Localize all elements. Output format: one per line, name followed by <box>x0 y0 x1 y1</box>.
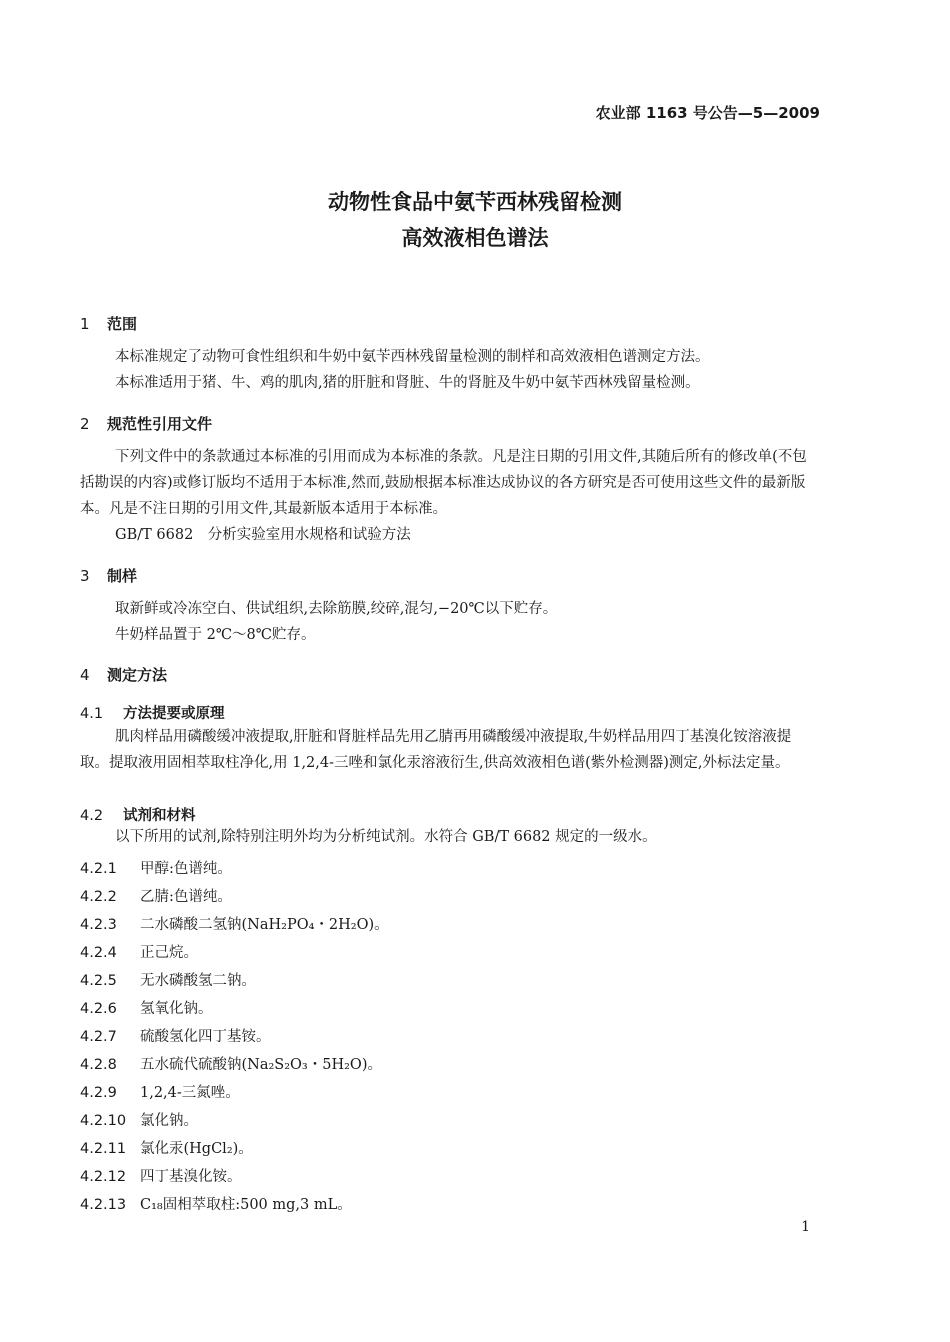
section-1-paragraph-2: 本标准适用于猪、牛、鸡的肌肉,猪的肝脏和肾脏、牛的肾脏及牛奶中氨苄西林残留量检测。 <box>115 375 700 391</box>
section-number: 3 <box>80 567 90 585</box>
reagent-item <box>80 941 198 962</box>
item-text: 甲醇:色谱纯。 <box>140 861 232 877</box>
document-title-line1: 动物性食品中氨苄西林残留检测 <box>328 190 622 214</box>
section-4-1-paragraph: 肌肉样品用磷酸缓冲液提取,肝脏和肾脏样品先用乙腈再用磷酸缓冲液提取,牛奶样品用四丁基溴化铵溶液提取。提取液用固相萃取柱净化,用 1,2,4-三唑和氯化汞溶液衍生,供高效液相色谱(紫外检测器)测定,外标法定量。 <box>80 729 792 771</box>
section-4-2-heading <box>80 804 196 825</box>
section-3-paragraph-2: 牛奶样品置于 2℃～8℃贮存。 <box>115 627 316 643</box>
item-text: 二水磷酸二氢钠(NaH₂PO₄・2H₂O)。 <box>140 917 389 933</box>
item-number: 4.2.6 <box>80 1001 117 1017</box>
item-text: 正己烷。 <box>140 945 198 961</box>
section-1-paragraph-1: 本标准规定了动物可食性组织和牛奶中氨苄西林残留量检测的制样和高效液相色谱测定方法。 <box>115 349 710 365</box>
reagent-item <box>80 1025 271 1046</box>
standard-code: 农业部 1163 号公告—5—2009 <box>595 104 820 122</box>
subsection-title: 方法提要或原理 <box>123 706 225 722</box>
reagent-item <box>80 969 256 990</box>
item-number: 4.2.1 <box>80 861 117 877</box>
reagent-item <box>80 857 232 878</box>
page-number: 1 <box>801 1219 810 1235</box>
subsection-number: 4.1 <box>80 706 104 722</box>
item-text: 五水硫代硫酸钠(Na₂S₂O₃・5H₂O)。 <box>140 1057 382 1073</box>
item-text: C₁₈固相萃取柱:500 mg,3 mL。 <box>140 1197 352 1213</box>
reagent-item <box>80 1165 242 1186</box>
item-text: 硫酸氢化四丁基铵。 <box>140 1029 271 1045</box>
item-text: 氢氧化钠。 <box>140 1001 213 1017</box>
section-number: 2 <box>80 415 90 433</box>
reagent-item <box>80 885 232 906</box>
section-3-heading <box>80 565 137 586</box>
document-title-line2: 高效液相色谱法 <box>401 226 549 250</box>
item-text: 乙腈:色谱纯。 <box>140 889 232 905</box>
section-2-reference: GB/T 6682 分析实验室用水规格和试验方法 <box>115 527 411 543</box>
reagent-item <box>80 1053 382 1074</box>
section-title: 规范性引用文件 <box>107 415 213 433</box>
section-4-1-heading <box>80 702 225 723</box>
item-text: 四丁基溴化铵。 <box>140 1169 242 1185</box>
section-4-2-intro: 以下所用的试剂,除特别注明外均为分析纯试剂。水符合 GB/T 6682 规定的一级水。 <box>115 829 657 845</box>
section-title: 测定方法 <box>107 666 168 684</box>
section-4-heading <box>80 664 167 685</box>
reagent-item <box>80 1109 198 1130</box>
item-number: 4.2.9 <box>80 1085 117 1101</box>
item-number: 4.2.3 <box>80 917 117 933</box>
subsection-title: 试剂和材料 <box>123 808 196 824</box>
section-2-heading <box>80 413 212 434</box>
item-number: 4.2.8 <box>80 1057 117 1073</box>
item-number: 4.2.2 <box>80 889 117 905</box>
subsection-number: 4.2 <box>80 808 104 824</box>
item-number: 4.2.10 <box>80 1113 127 1129</box>
item-number: 4.2.13 <box>80 1197 127 1213</box>
item-number: 4.2.5 <box>80 973 117 989</box>
section-number: 4 <box>80 666 90 684</box>
section-3-paragraph-1: 取新鲜或冷冻空白、供试组织,去除筋膜,绞碎,混匀,−20℃以下贮存。 <box>115 601 558 617</box>
item-number: 4.2.12 <box>80 1169 127 1185</box>
item-number: 4.2.11 <box>80 1141 127 1157</box>
section-title: 制样 <box>107 567 138 585</box>
item-number: 4.2.4 <box>80 945 117 961</box>
item-text: 1,2,4-三氮唑。 <box>140 1085 240 1101</box>
section-2-paragraph-1: 下列文件中的条款通过本标准的引用而成为本标准的条款。凡是注日期的引用文件,其随后所有的修改单(不包括勘误的内容)或修订版均不适用于本标准,然而,鼓励根据本标准达成协议的各方研究是否可使用这些文件的最新版本。凡是不注日期的引用文件,其最新版本适用于本标准。 <box>80 449 807 517</box>
section-title: 范围 <box>107 315 138 333</box>
section-1-heading <box>80 313 137 334</box>
item-text: 氯化汞(HgCl₂)。 <box>140 1141 253 1157</box>
reagent-item <box>80 1137 253 1158</box>
reagent-item <box>80 913 389 934</box>
reagent-item <box>80 1193 352 1214</box>
section-number: 1 <box>80 315 90 333</box>
item-number: 4.2.7 <box>80 1029 117 1045</box>
item-text: 无水磷酸氢二钠。 <box>140 973 256 989</box>
item-text: 氯化钠。 <box>140 1113 198 1129</box>
reagent-item <box>80 997 213 1018</box>
reagent-item <box>80 1081 240 1102</box>
